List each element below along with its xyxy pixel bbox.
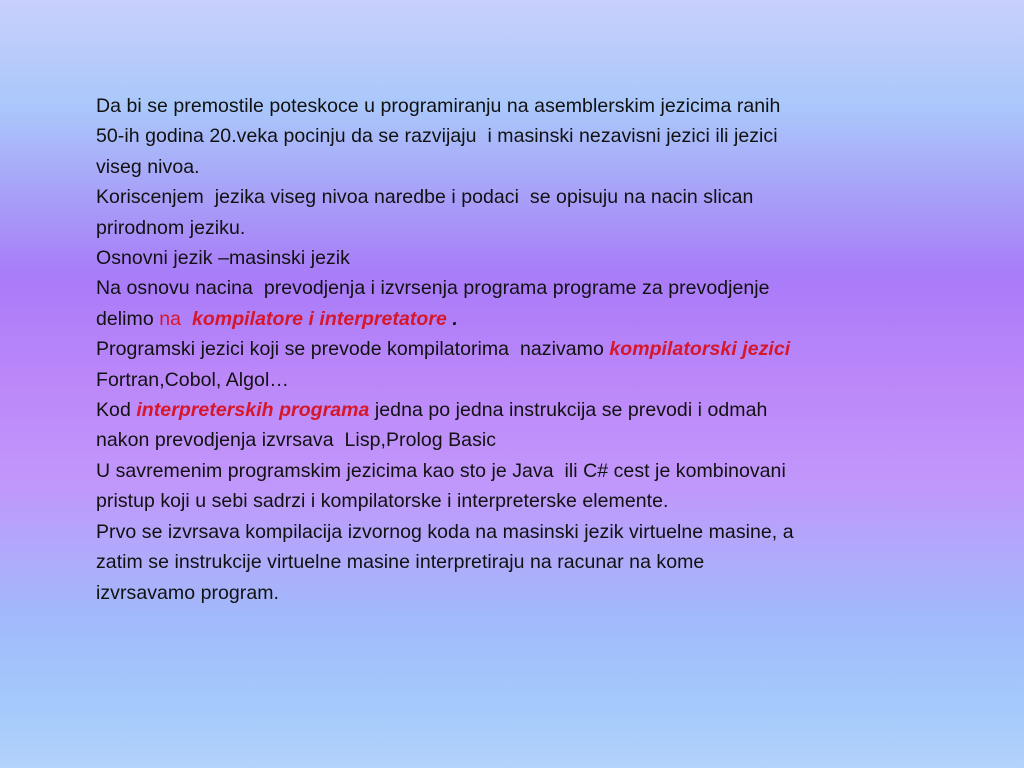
text-line [96,517,936,547]
text-segment: Prvo se izvrsava kompilacija izvornog koda na masinski jezik virtuelne masine, a [96,520,794,543]
text-segment: prirodnom jeziku. [96,216,246,239]
text-segment: delimo [96,307,160,330]
text-segment: zatim se instrukcije virtuelne masine interpretiraju na racunar na kome [96,551,705,574]
text-segment: 50-ih godina 20.veka pocinju da se razvijaju i masinski nezavisni jezici ili jezici [96,125,778,148]
highlighted-term: interpreterskih programa [136,399,370,422]
text-line [96,121,936,151]
text-segment: izvrsavamo program. [96,581,280,604]
text-line [96,425,936,455]
text-line [96,152,936,182]
text-line [96,395,936,425]
text-line [96,486,936,516]
text-line [96,304,936,334]
text-line [96,456,936,486]
text-segment: U savremenim programskim jezicima kao sto je Java ili C# cest je kombinovani [96,459,786,482]
text-segment: viseg nivoa. [96,155,200,178]
text-line [96,334,936,364]
highlighted-term: kompilatorski jezici [609,338,791,361]
text-segment: Na osnovu nacina prevodjenja i izvrsenja programa programe za prevodjenje [96,277,770,300]
text-line [96,273,936,303]
text-line [96,547,936,577]
text-segment: Programski jezici koji se prevode kompilatorima nazivamo [96,338,610,361]
text-line [96,91,936,121]
text-segment: jedna po jedna instrukcija se prevodi i odmah [369,399,768,422]
highlighted-term: na [159,307,192,330]
text-segment: Osnovni jezik –masinski jezik [96,247,350,270]
text-segment: pristup koji u sebi sadrzi i kompilatorske i interpreterske elemente. [96,490,669,513]
text-line [96,213,936,243]
highlighted-term: . [452,307,458,330]
text-line [96,243,936,273]
highlighted-term: kompilatore i interpretatore [191,307,447,330]
text-segment: Da bi se premostile poteskoce u programiranju na asemblerskim jezicima ranih [96,95,781,117]
text-segment: Kod [96,399,137,422]
slide-body-text [96,91,936,608]
text-line [96,578,936,608]
text-segment: Koriscenjem jezika viseg nivoa naredbe i podaci se opisuju na nacin slican [96,186,754,209]
text-line [96,182,936,212]
text-segment: nakon prevodjenja izvrsava Lisp,Prolog Basic [96,429,497,452]
text-segment: Fortran,Cobol, Algol… [96,368,289,391]
text-line [96,365,936,395]
